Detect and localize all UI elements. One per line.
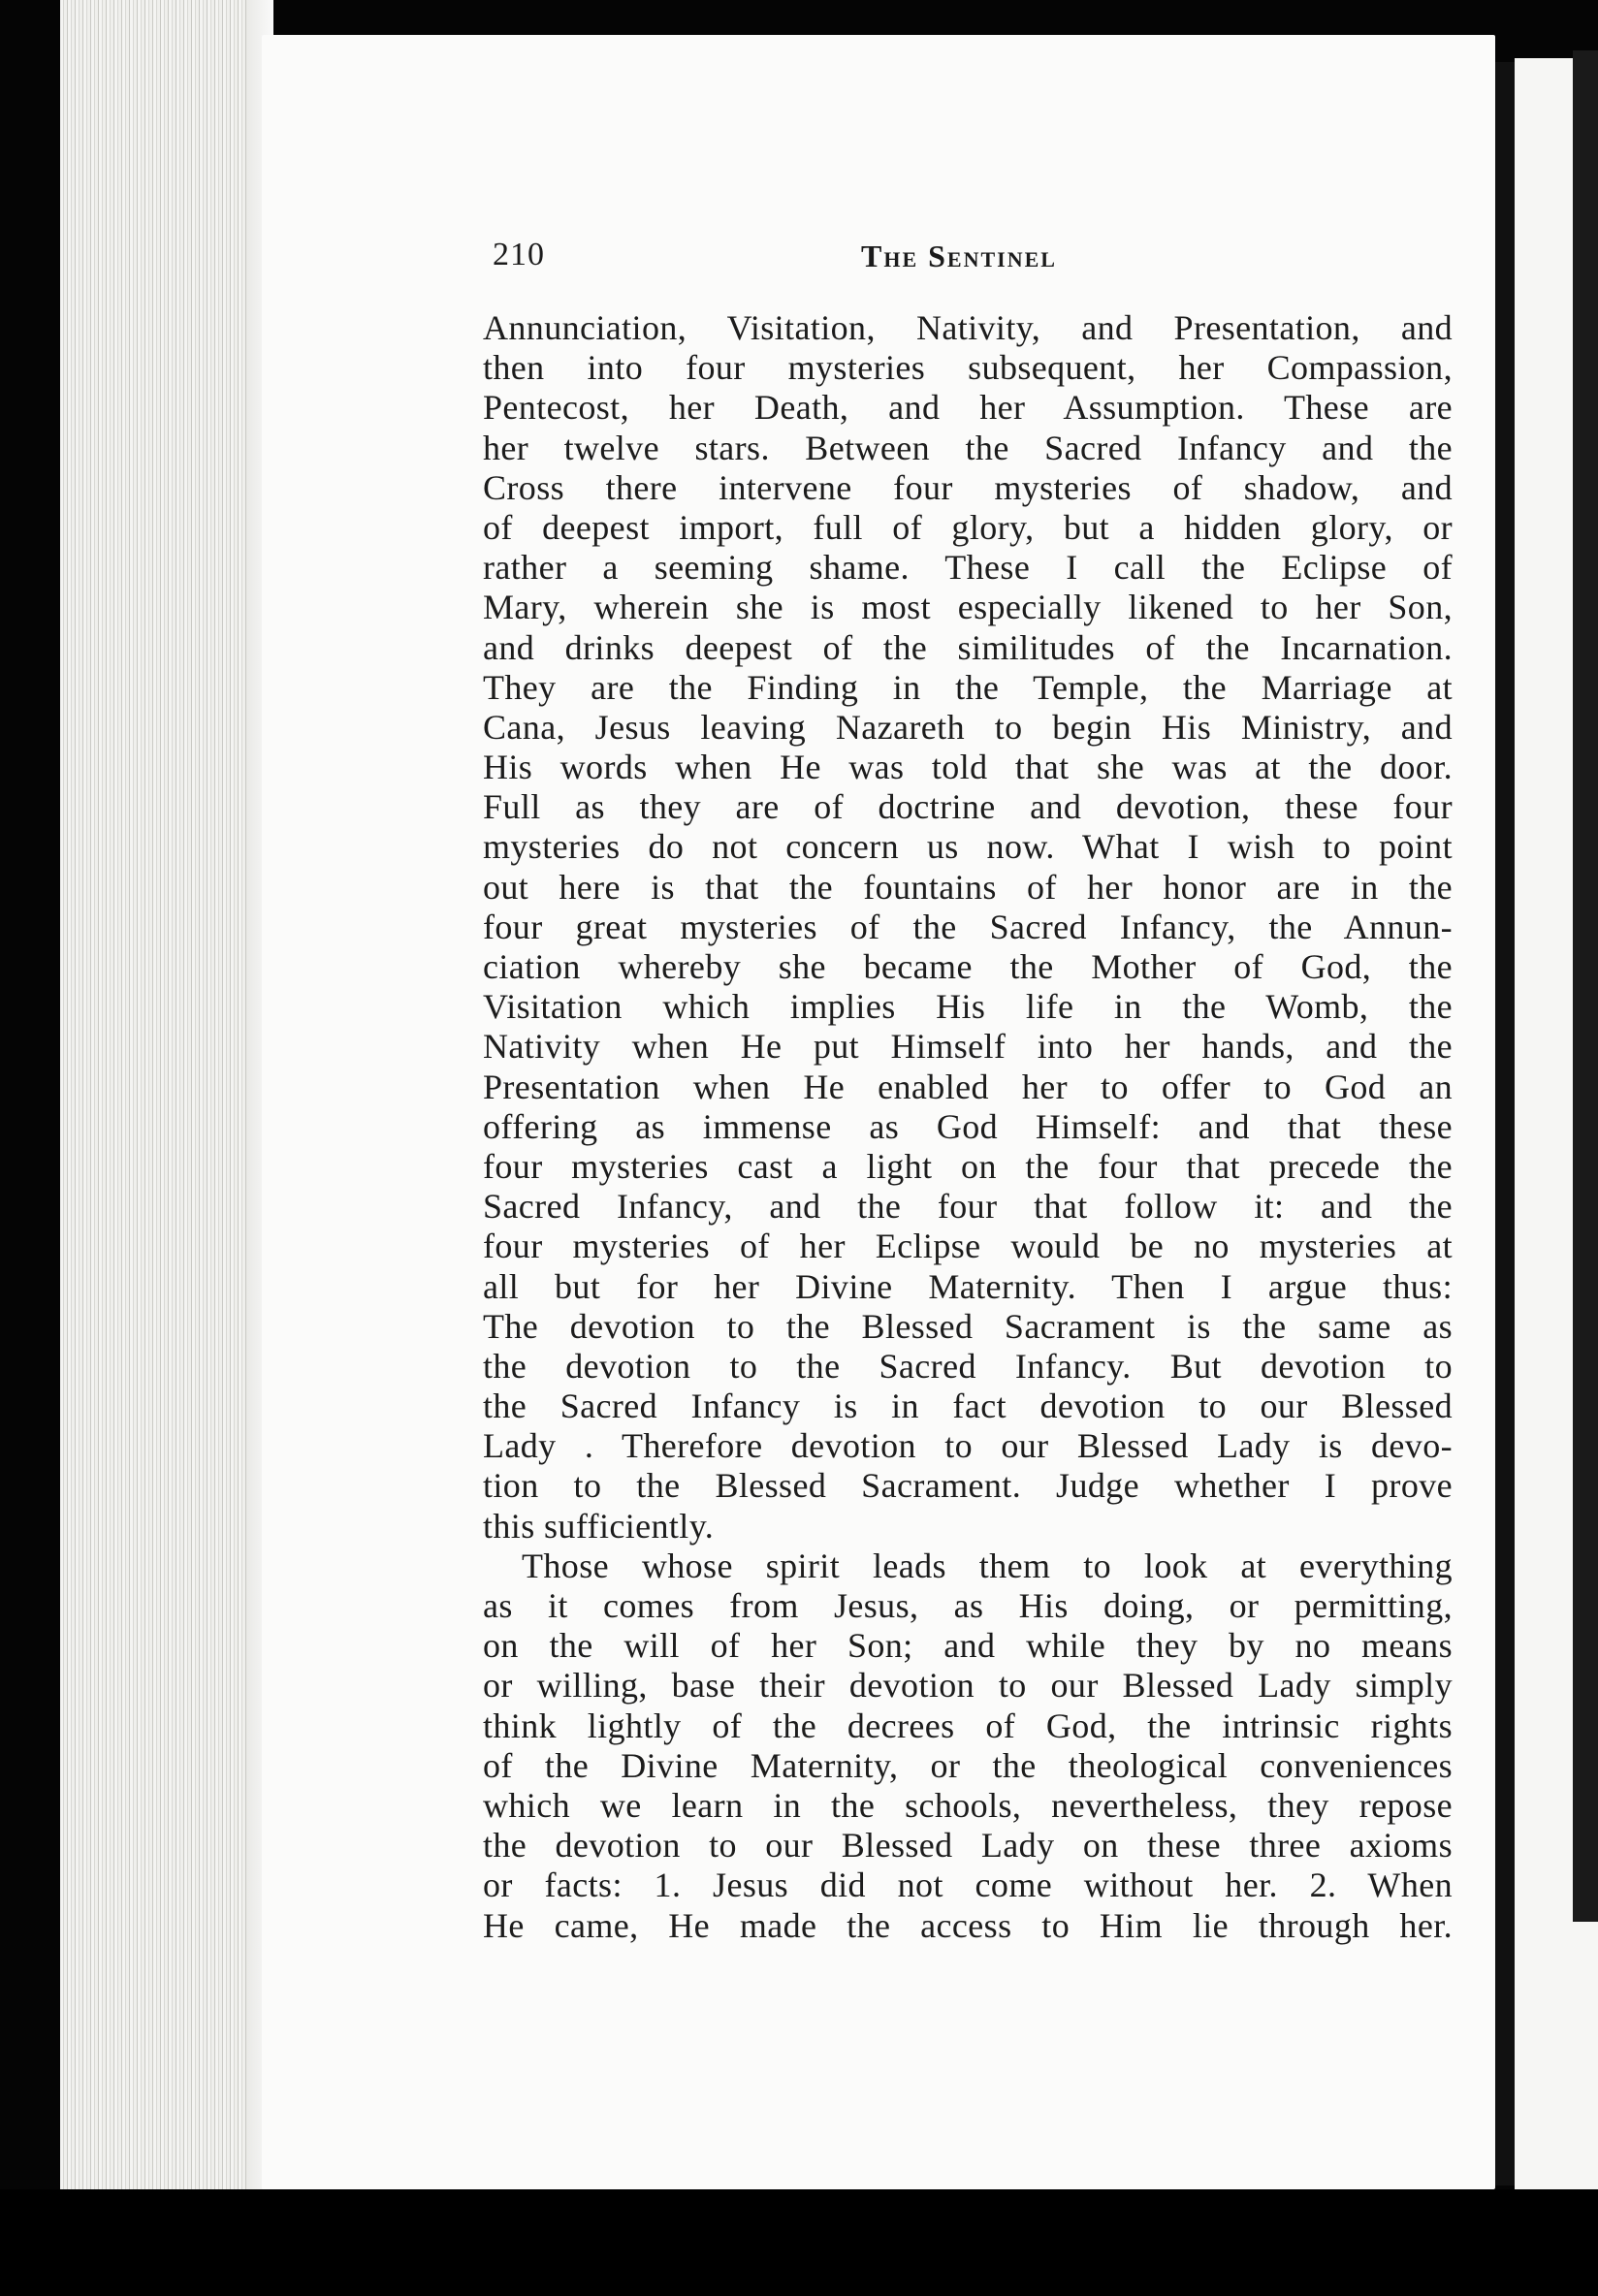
- running-title: The Sentinel: [861, 239, 1057, 273]
- text-line: on the will of her Son; and while they by no means: [483, 1626, 1453, 1666]
- text-line: think lightly of the decrees of God, the intrinsic rights: [483, 1706, 1453, 1745]
- text-line: four mysteries cast a light on the four that precede the: [483, 1146, 1453, 1186]
- text-line: of the Divine Maternity, or the theological conveniences: [483, 1745, 1453, 1785]
- text-line: ciation whereby she became the Mother of God, the: [483, 947, 1453, 986]
- text-line: Lady . Therefore devotion to our Blessed Lady is devo-: [483, 1426, 1453, 1466]
- page-number: 210: [493, 237, 545, 272]
- book-binding-shadow: [1495, 62, 1515, 2185]
- text-line: offering as immense as God Himself: and that these: [483, 1106, 1453, 1146]
- text-line: rather a seeming shame. These I call the Eclipse of: [483, 548, 1453, 588]
- text-line: this sufficiently.: [483, 1506, 715, 1546]
- text-line: of deepest import, full of glory, but a hidden glory, or: [483, 507, 1453, 547]
- text-line: the devotion to the Sacred Infancy. But devotion to: [483, 1346, 1453, 1386]
- text-line: tion to the Blessed Sacrament. Judge whether I prove: [483, 1466, 1453, 1506]
- scan-background: [0, 2189, 1598, 2296]
- text-line: He came, He made the access to Him lie through her.: [483, 1905, 1453, 1945]
- body-text: [483, 308, 1453, 1946]
- text-line: Sacred Infancy, and the four that follow it: and the: [483, 1187, 1453, 1227]
- text-line: as it comes from Jesus, as His doing, or permitting,: [483, 1586, 1453, 1625]
- text-line: Annunciation, Visitation, Nativity, and Presentation, and: [483, 308, 1453, 347]
- running-head: [493, 237, 1462, 285]
- text-line: all but for her Divine Maternity. Then I argue thus:: [483, 1266, 1453, 1306]
- text-line: the Sacred Infancy is in fact devotion to our Blessed: [483, 1387, 1453, 1426]
- text-line: Those whose spirit leads them to look at everything: [522, 1546, 1453, 1585]
- paragraph: [483, 308, 1453, 1547]
- text-line: her twelve stars. Between the Sacred Infancy and the: [483, 428, 1453, 467]
- text-line: The devotion to the Blessed Sacrament is the same as: [483, 1306, 1453, 1346]
- text-line: Cana, Jesus leaving Nazareth to begin His Ministry, and: [483, 707, 1453, 747]
- text-line: Visitation which implies His life in the Womb, the: [483, 987, 1453, 1027]
- paragraph: [483, 1547, 1453, 1946]
- stacked-page-edges: [60, 0, 273, 2269]
- text-line: out here is that the fountains of her honor are in the: [483, 867, 1453, 907]
- text-line: Presentation when He enabled her to offer to God an: [483, 1067, 1453, 1106]
- text-line: four mysteries of her Eclipse would be no mysteries at: [483, 1227, 1453, 1266]
- text-line: His words when He was told that she was at the door.: [483, 748, 1453, 787]
- text-line: then into four mysteries subsequent, her Compassion,: [483, 348, 1453, 388]
- text-line: which we learn in the schools, nevertheless, they repose: [483, 1785, 1453, 1825]
- text-line: and drinks deepest of the similitudes of the Incarnation.: [483, 627, 1453, 667]
- text-line: Pentecost, her Death, and her Assumption. These are: [483, 388, 1453, 428]
- text-line: or facts: 1. Jesus did not come without her. 2. When: [483, 1866, 1453, 1905]
- text-line: mysteries do not concern us now. What I wish to point: [483, 827, 1453, 867]
- text-line: four great mysteries of the Sacred Infancy, the Annun-: [483, 907, 1453, 946]
- text-line: Full as they are of doctrine and devotion, these four: [483, 787, 1453, 827]
- text-line: Mary, wherein she is most especially likened to her Son,: [483, 588, 1453, 627]
- text-line: Cross there intervene four mysteries of shadow, and: [483, 467, 1453, 507]
- text-line: the devotion to our Blessed Lady on these three axioms: [483, 1826, 1453, 1866]
- text-line: or willing, base their devotion to our Blessed Lady simply: [483, 1666, 1453, 1706]
- facing-page-shadow: [1573, 50, 1598, 1922]
- text-line: Nativity when He put Himself into her hands, and the: [483, 1027, 1453, 1067]
- text-line: They are the Finding in the Temple, the Marriage at: [483, 667, 1453, 707]
